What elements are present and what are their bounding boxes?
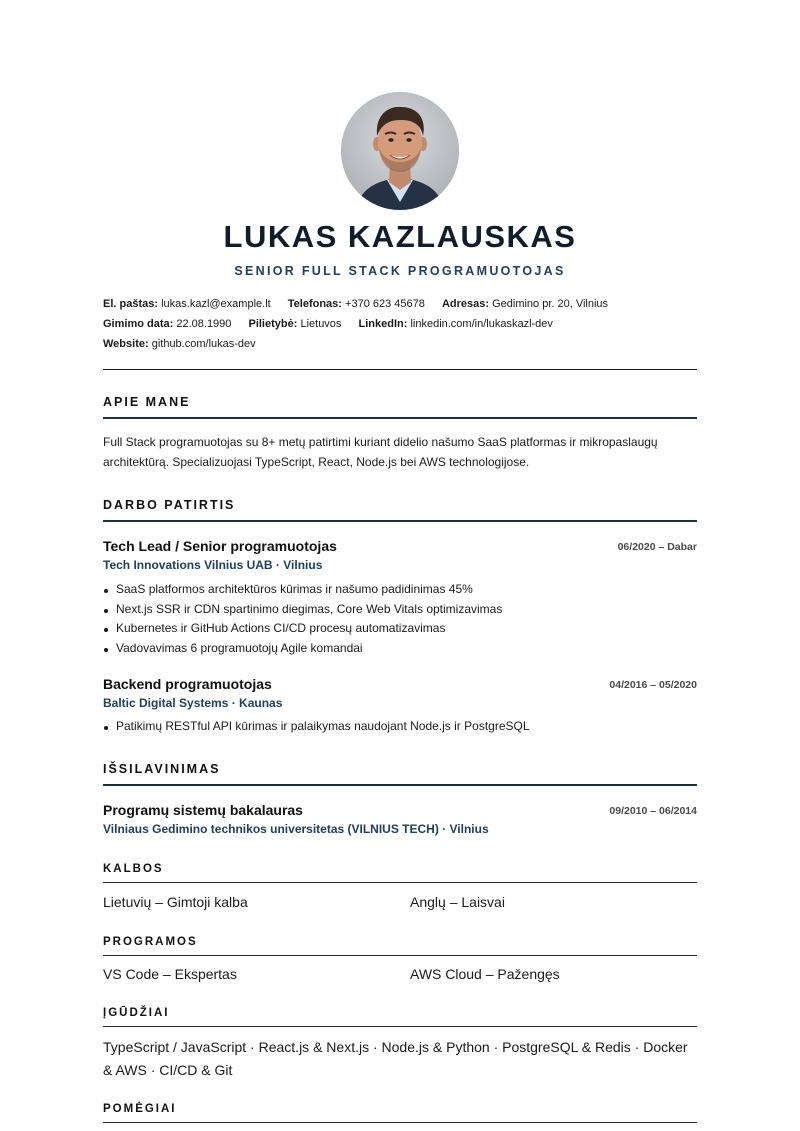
degree-date: 09/2010 – 06/2014 bbox=[609, 805, 697, 817]
job-1-title: Tech Lead / Senior programuotojas bbox=[103, 538, 337, 554]
about-divider bbox=[103, 417, 697, 419]
job-1-bullets bbox=[103, 580, 502, 658]
person-name: LUKAS KAZLAUSKAS bbox=[223, 219, 577, 254]
languages-heading: KALBOS bbox=[103, 863, 164, 875]
list-item: Patikimų RESTful API kūrimas ir palaikymas naudojant Node.js ir PostgreSQL bbox=[103, 717, 530, 737]
programs-divider bbox=[103, 955, 697, 956]
list-item: Kubernetes ir GitHub Actions CI/CD procesų automatizavimas bbox=[103, 619, 502, 639]
skills-heading: ĮGŪDŽIAI bbox=[103, 1007, 170, 1019]
phone-value[interactable]: +370 623 45678 bbox=[345, 298, 425, 310]
profile-photo bbox=[341, 92, 459, 210]
skills-text: TypeScript / JavaScript · React.js & Next.js · Node.js & Python · PostgreSQL & Redis · Docker & AWS · CI/CD & Git bbox=[103, 1039, 688, 1078]
language-item: Lietuvių – Gimtoji kalba bbox=[103, 894, 248, 910]
programs-heading: PROGRAMOS bbox=[103, 936, 198, 948]
education-heading: IŠSILAVINIMAS bbox=[103, 762, 221, 776]
contact-row-1 bbox=[103, 298, 622, 310]
email-value[interactable]: lukas.kazl@example.lt bbox=[161, 298, 271, 310]
language-item: Anglų – Laisvai bbox=[410, 894, 505, 910]
job-1-date: 06/2020 – Dabar bbox=[617, 541, 697, 553]
list-item: Next.js SSR ir CDN spartinimo diegimas, Core Web Vitals optimizavimas bbox=[103, 600, 502, 620]
job-1-org: Tech Innovations Vilnius UAB · Vilnius bbox=[103, 558, 323, 572]
program-item: AWS Cloud – Pažengęs bbox=[410, 966, 560, 982]
job-2-bullets bbox=[103, 717, 530, 737]
email-label: El. paštas: bbox=[103, 298, 159, 310]
hobbies-heading: POMĖGIAI bbox=[103, 1103, 177, 1115]
job-title-header: SENIOR FULL STACK PROGRAMUOTOJAS bbox=[234, 264, 566, 278]
header-divider bbox=[103, 369, 697, 370]
job-2-org: Baltic Digital Systems · Kaunas bbox=[103, 696, 283, 710]
job-2-title: Backend programuotojas bbox=[103, 676, 272, 692]
about-text: Full Stack programuotojas su 8+ metų patirtimi kuriant didelio našumo SaaS platformas ir mikropaslaugų architektūrą. Specializuojasi TypeScript, React, Node.js bei AWS technologijose. bbox=[103, 435, 658, 469]
address-label: Adresas: bbox=[441, 298, 490, 310]
experience-heading: DARBO PATIRTIS bbox=[103, 498, 236, 512]
linkedin-label: LinkedIn: bbox=[358, 318, 408, 330]
birth-label: Gimimo data: bbox=[103, 318, 174, 330]
about-heading: APIE MANE bbox=[103, 395, 191, 409]
list-item: SaaS platformos architektūros kūrimas ir našumo padidinimas 45% bbox=[103, 580, 502, 600]
birth-value: 22.08.1990 bbox=[176, 318, 232, 330]
school-name: Vilniaus Gedimino technikos universitetas (VILNIUS TECH) · Vilnius bbox=[103, 822, 489, 836]
contact-row-2 bbox=[103, 318, 567, 330]
website-link[interactable]: github.com/lukas-dev bbox=[151, 338, 256, 350]
skills-divider bbox=[103, 1026, 697, 1027]
experience-divider bbox=[103, 520, 697, 522]
hobbies-divider bbox=[103, 1122, 697, 1123]
citizenship-label: Pilietybė: bbox=[248, 318, 298, 330]
education-divider bbox=[103, 784, 697, 786]
program-item: VS Code – Ekspertas bbox=[103, 966, 237, 982]
phone-label: Telefonas: bbox=[287, 298, 342, 310]
list-item: Vadovavimas 6 programuotojų Agile komandai bbox=[103, 639, 502, 659]
languages-divider bbox=[103, 882, 697, 883]
degree-title: Programų sistemų bakalauras bbox=[103, 802, 303, 818]
job-2-date: 04/2016 – 05/2020 bbox=[609, 679, 697, 691]
contact-row-3 bbox=[103, 338, 270, 350]
website-label: Website: bbox=[103, 338, 149, 350]
citizenship-value: Lietuvos bbox=[300, 318, 342, 330]
address-value: Gedimino pr. 20, Vilnius bbox=[492, 298, 609, 310]
linkedin-link[interactable]: linkedin.com/in/lukaskazl-dev bbox=[410, 318, 553, 330]
